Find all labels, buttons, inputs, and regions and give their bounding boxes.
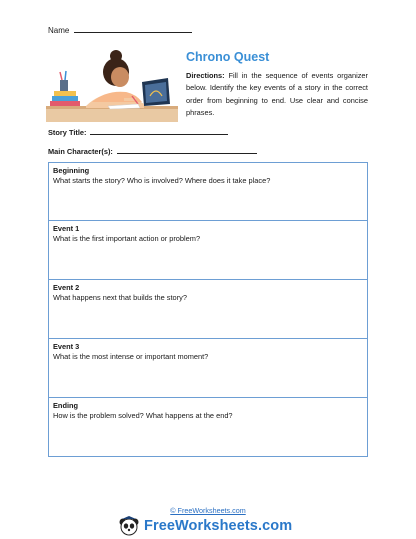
box-event-1[interactable] — [48, 221, 368, 280]
name-label: Name — [48, 26, 70, 35]
box-heading: Beginning — [53, 166, 90, 175]
footer-copyright-link[interactable]: © FreeWorksheets.com — [170, 506, 246, 515]
box-prompt: What is the most intense or important moment? — [53, 352, 209, 361]
main-character-label: Main Character(s): — [48, 147, 113, 156]
box-heading: Event 1 — [53, 224, 80, 233]
box-heading: Event 3 — [53, 342, 80, 351]
box-beginning[interactable] — [48, 162, 368, 221]
story-title-input-line[interactable] — [90, 126, 228, 135]
box-event-3[interactable] — [48, 339, 368, 398]
directions-label: Directions: — [186, 71, 225, 80]
box-heading: Event 2 — [53, 283, 80, 292]
box-prompt: How is the problem solved? What happens at the end? — [53, 411, 233, 420]
directions-text — [186, 70, 368, 120]
box-ending[interactable] — [48, 398, 368, 457]
logo-part-worksheets: Worksheets.com — [175, 518, 293, 534]
freeworksheets-logo — [118, 515, 292, 537]
panda-mascot-icon — [118, 516, 140, 536]
student-reading-illustration — [46, 46, 178, 122]
box-event-2[interactable] — [48, 280, 368, 339]
worksheet-title: Chrono Quest — [186, 50, 270, 64]
main-character-input-line[interactable] — [117, 145, 257, 154]
directions-body: Fill in the sequence of events organizer below. Identify the key events of a story in the correct order from beginning to end. Use clear and concise phrases. — [186, 71, 368, 118]
name-row — [48, 24, 192, 35]
story-title-label: Story Title: — [48, 128, 87, 137]
box-prompt: What is the first important action or problem? — [53, 234, 201, 243]
logo-part-free: Free — [144, 518, 176, 534]
main-character-row — [48, 145, 257, 156]
box-prompt: What happens next that builds the story? — [53, 293, 187, 302]
sequence-organizer — [48, 162, 368, 457]
box-prompt: What starts the story? Who is involved? Where does it take place? — [53, 176, 271, 185]
name-input-line[interactable] — [74, 24, 192, 33]
logo-wordmark — [144, 518, 292, 534]
story-title-row — [48, 126, 228, 137]
box-heading: Ending — [53, 401, 79, 410]
